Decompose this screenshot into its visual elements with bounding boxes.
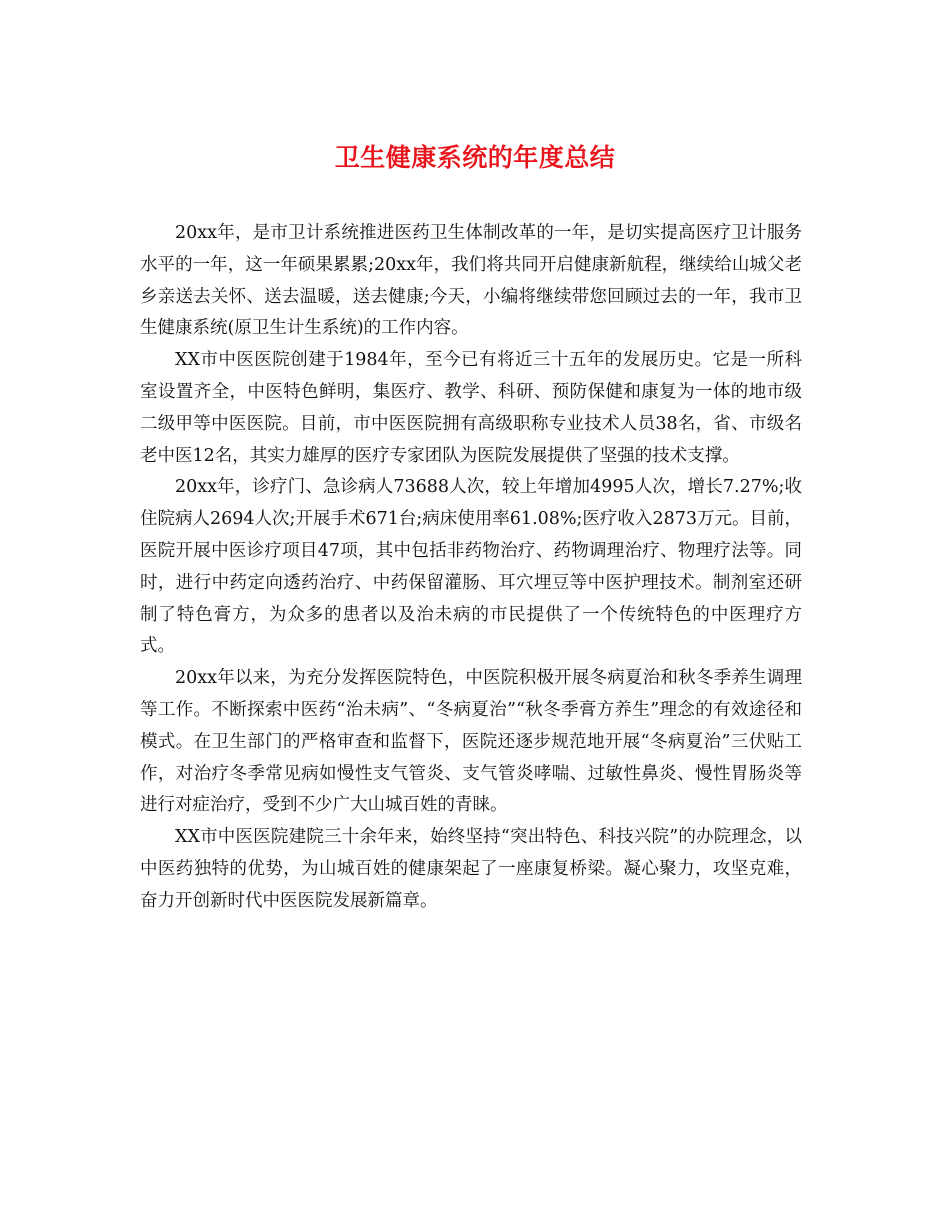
paragraph-1: 20xx年，是市卫计系统推进医药卫生体制改革的一年，是切实提高医疗卫计服务水平的一年，这一年硕果累累;20xx年，我们将共同开启健康新航程，继续给山城父老乡亲送去关怀、送去温暖，送去健康;今天，小编将继续带您回顾过去的一年，我市卫生健康系统(原卫生计生系统)的工作内容。 <box>140 223 802 339</box>
document-body <box>140 218 802 918</box>
paragraph-3: 20xx年，诊疗门、急诊病人73688人次，较上年增加4995人次，增长7.27%;收住院病人2694人次;开展手术671台;病床使用率61.08%;医疗收入2873万元。目前，医院开展中医诊疗项目47项，其中包括非药物治疗、药物调理治疗、物理疗法等。同时，进行中药定向透药治疗、中药保留灌肠、耳穴埋豆等中医护理技术。制剂室还研制了特色膏方，为众多的患者以及治未病的市民提供了一个传统特色的中医理疗方式。 <box>140 477 802 657</box>
paragraph-4: 20xx年以来，为充分发挥医院特色，中医院积极开展冬病夏治和秋冬季养生调理等工作。不断探索中医药“治未病”、“冬病夏治”“秋冬季膏方养生”理念的有效途径和模式。在卫生部门的严格审查和监督下，医院还逐步规范地开展“冬病夏治”三伏贴工作，对治疗冬季常见病如慢性支气管炎、支气管炎哮喘、过敏性鼻炎、慢性胃肠炎等进行对症治疗，受到不少广大山城百姓的青睐。 <box>140 668 802 816</box>
paragraph-5: XX市中医医院建院三十余年来，始终坚持“突出特色、科技兴院”的办院理念，以中医药独特的优势，为山城百姓的健康架起了一座康复桥梁。凝心聚力，攻坚克难，奋力开创新时代中医医院发展新篇章。 <box>140 827 802 911</box>
paragraph-2: XX市中医医院创建于1984年，至今已有将近三十五年的发展历史。它是一所科室设置齐全，中医特色鲜明，集医疗、教学、科研、预防保健和康复为一体的地市级二级甲等中医医院。目前，市中医医院拥有高级职称专业技术人员38名，省、市级名老中医12名，其实力雄厚的医疗专家团队为医院发展提供了坚强的技术支撑。 <box>140 350 802 466</box>
document-title: 卫生健康系统的年度总结 <box>334 143 616 172</box>
